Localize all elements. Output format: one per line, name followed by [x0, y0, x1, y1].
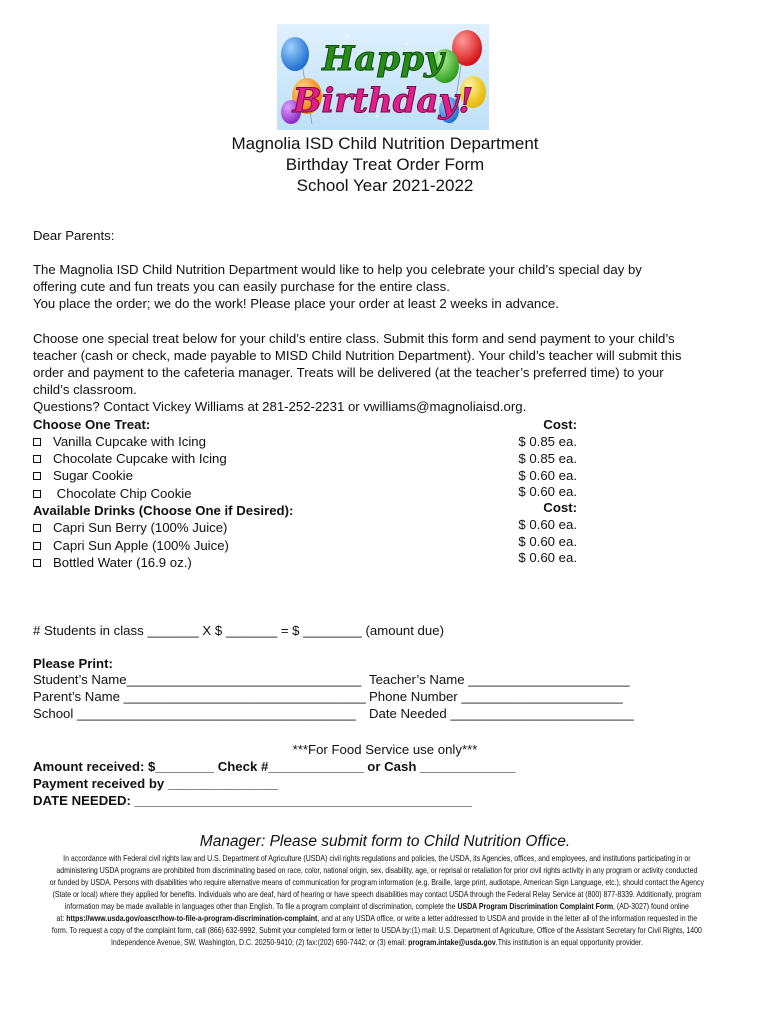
form-title — [0, 133, 770, 196]
statement-line — [22, 913, 732, 925]
amount-received-line[interactable]: Amount received: $________ Check #_____________ or Cash _____________ — [33, 759, 516, 774]
treat-cost: $ 0.60 ea. — [518, 484, 577, 499]
teacher-name-field[interactable]: Teacher’s Name ______________________ — [369, 672, 630, 687]
checkbox[interactable] — [33, 559, 41, 567]
drink-label: Capri Sun Berry (100% Juice) — [53, 520, 228, 535]
checkbox[interactable] — [33, 472, 41, 480]
drink-option-capri-sun-berry[interactable] — [33, 519, 227, 536]
checkbox[interactable] — [33, 490, 41, 498]
statement-line: form. To request a copy of the complaint form, call (866) 632-9992. Submit your completed form or letter to USDA by:(1) mail: U.S. Department of Agriculture, Office of the Assistant Secretary for Civil Rights, 1400 — [51, 926, 702, 935]
parent-name-field[interactable]: Parent’s Name _________________________________ — [33, 689, 366, 704]
contact-line: Questions? Contact Vickey Williams at 281-252-2231 or vwilliams@magnoliaisd.org. — [33, 399, 527, 414]
food-service-use-note: ***For Food Service use only*** — [292, 742, 478, 757]
treat-label: Chocolate Chip Cookie — [53, 486, 192, 501]
please-print-heading: Please Print: — [33, 656, 113, 671]
nondiscrimination-statement — [22, 853, 732, 949]
statement-text: , (AD-3027) found online — [613, 902, 689, 911]
instructions-line-3: order and payment to the cafeteria manager. Treats will be delivered (at the teacher’s preferred time) to your — [33, 365, 664, 380]
banner-happy-text: Happy — [322, 39, 444, 79]
statement-line — [22, 901, 732, 913]
manager-instruction: Manager: Please submit form to Child Nutrition Office. — [199, 833, 571, 850]
drink-cost: $ 0.60 ea. — [518, 534, 577, 549]
payment-received-by-line[interactable]: Payment received by _______________ — [33, 776, 278, 791]
date-needed-office-line[interactable]: DATE NEEDED: ______________________________________________ — [33, 793, 472, 808]
treat-option-chocolate-chip-cookie[interactable] — [33, 485, 192, 502]
complaint-link[interactable]: https://www.usda.gov/oascr/how-to-file-a-program-discrimination-complaint — [66, 914, 318, 923]
treat-label: Chocolate Cupcake with Icing — [53, 451, 227, 466]
checkbox[interactable] — [33, 542, 41, 550]
drinks-cost-heading: Cost: — [543, 500, 577, 515]
greeting: Dear Parents: — [33, 228, 115, 243]
intro-line-1: The Magnolia ISD Child Nutrition Department would like to help you celebrate your child’s special day by — [33, 262, 642, 277]
treat-cost: $ 0.85 ea. — [518, 434, 577, 449]
treats-heading: Choose One Treat: — [33, 417, 151, 432]
statement-line: administering USDA programs are prohibited from discriminating based on race, color, national origin, sex, disability, age, or reprisal or retaliation for prior civil rights activity in any program or activity conducted — [56, 866, 698, 875]
drink-label: Capri Sun Apple (100% Juice) — [53, 538, 229, 553]
title-school-year: School Year 2021-2022 — [296, 176, 474, 195]
instructions-line-1: Choose one special treat below for your child’s entire class. Submit this form and send payment to your child’s — [33, 331, 675, 346]
checkbox[interactable] — [33, 438, 41, 446]
school-field[interactable]: School ______________________________________ — [33, 706, 356, 721]
statement-line: (State or local) where they applied for benefits. Individuals who are deaf, hard of hearing or have speech disabilities may contact USDA through the Federal Relay Service at (800) 877-8339. Additionally, program — [52, 890, 702, 899]
amount-calculation-line[interactable]: # Students in class _______ X $ _______ = $ ________ (amount due) — [33, 623, 444, 638]
statement-text: , and at any USDA office, or write a letter addressed to USDA and provide in the letter all of the information requested in the — [317, 914, 698, 923]
intro-line-2: offering cute and fun treats you can easily purchase for the entire class. — [33, 279, 450, 294]
instructions-line-4: child’s classroom. — [33, 382, 137, 397]
title-form-name: Birthday Treat Order Form — [285, 155, 485, 174]
banner-birthday-text: Birthday! — [292, 81, 474, 121]
statement-line — [22, 937, 732, 949]
statement-text: Independence Avenue, SW, Washington, D.C. 20250-9410; (2) fax:(202) 690-7442; or (3) email: — [110, 938, 409, 947]
treat-option-vanilla-cupcake[interactable] — [33, 433, 206, 450]
drinks-heading: Available Drinks (Choose One if Desired): — [33, 503, 294, 518]
balloons-illustration — [277, 24, 489, 130]
title-department: Magnolia ISD Child Nutrition Department — [231, 134, 539, 153]
treat-label: Sugar Cookie — [53, 468, 133, 483]
drink-option-capri-sun-apple[interactable] — [33, 537, 229, 554]
treat-option-chocolate-cupcake[interactable] — [33, 450, 227, 467]
happy-birthday-banner — [277, 24, 489, 130]
treat-cost: $ 0.60 ea. — [518, 468, 577, 483]
drink-cost: $ 0.60 ea. — [518, 517, 577, 532]
intro-line-3: You place the order; we do the work! Please place your order at least 2 weeks in advance. — [33, 296, 559, 311]
checkbox[interactable] — [33, 524, 41, 532]
drink-option-bottled-water[interactable] — [33, 554, 192, 571]
statement-line: In accordance with Federal civil rights law and U.S. Department of Agriculture (USDA) civil rights regulations and policies, the USDA, its Agencies, offices, and employees, and institutions participating in or — [63, 854, 691, 863]
statement-line: or funded by USDA. Persons with disabilities who require alternative means of communication for program information (e.g. Braille, large print, audiotape, American Sign Language, etc.), should contact the Agency — [49, 878, 705, 887]
drink-label: Bottled Water (16.9 oz.) — [53, 555, 192, 570]
checkbox[interactable] — [33, 455, 41, 463]
statement-text: information may be made available in languages other than English. To file a program complaint of discrimination, complete the — [64, 902, 458, 911]
date-needed-field[interactable]: Date Needed _________________________ — [369, 706, 634, 721]
statement-text: .This institution is an equal opportunity provider. — [495, 938, 643, 947]
treat-label: Vanilla Cupcake with Icing — [53, 434, 206, 449]
phone-number-field[interactable]: Phone Number ______________________ — [369, 689, 623, 704]
statement-text: at: — [56, 914, 67, 923]
treats-cost-heading: Cost: — [543, 417, 577, 432]
student-name-field[interactable]: Student’s Name________________________________ — [33, 672, 362, 687]
treat-option-sugar-cookie[interactable] — [33, 467, 133, 484]
instructions-line-2: teacher (cash or check, made payable to MISD Child Nutrition Department). Your child’s teacher will submit this — [33, 348, 682, 363]
complaint-form-name: USDA Program Discrimination Complaint Form — [457, 902, 614, 911]
email-link[interactable]: program.intake@usda.gov — [408, 938, 496, 947]
treat-cost: $ 0.85 ea. — [518, 451, 577, 466]
drink-cost: $ 0.60 ea. — [518, 550, 577, 565]
